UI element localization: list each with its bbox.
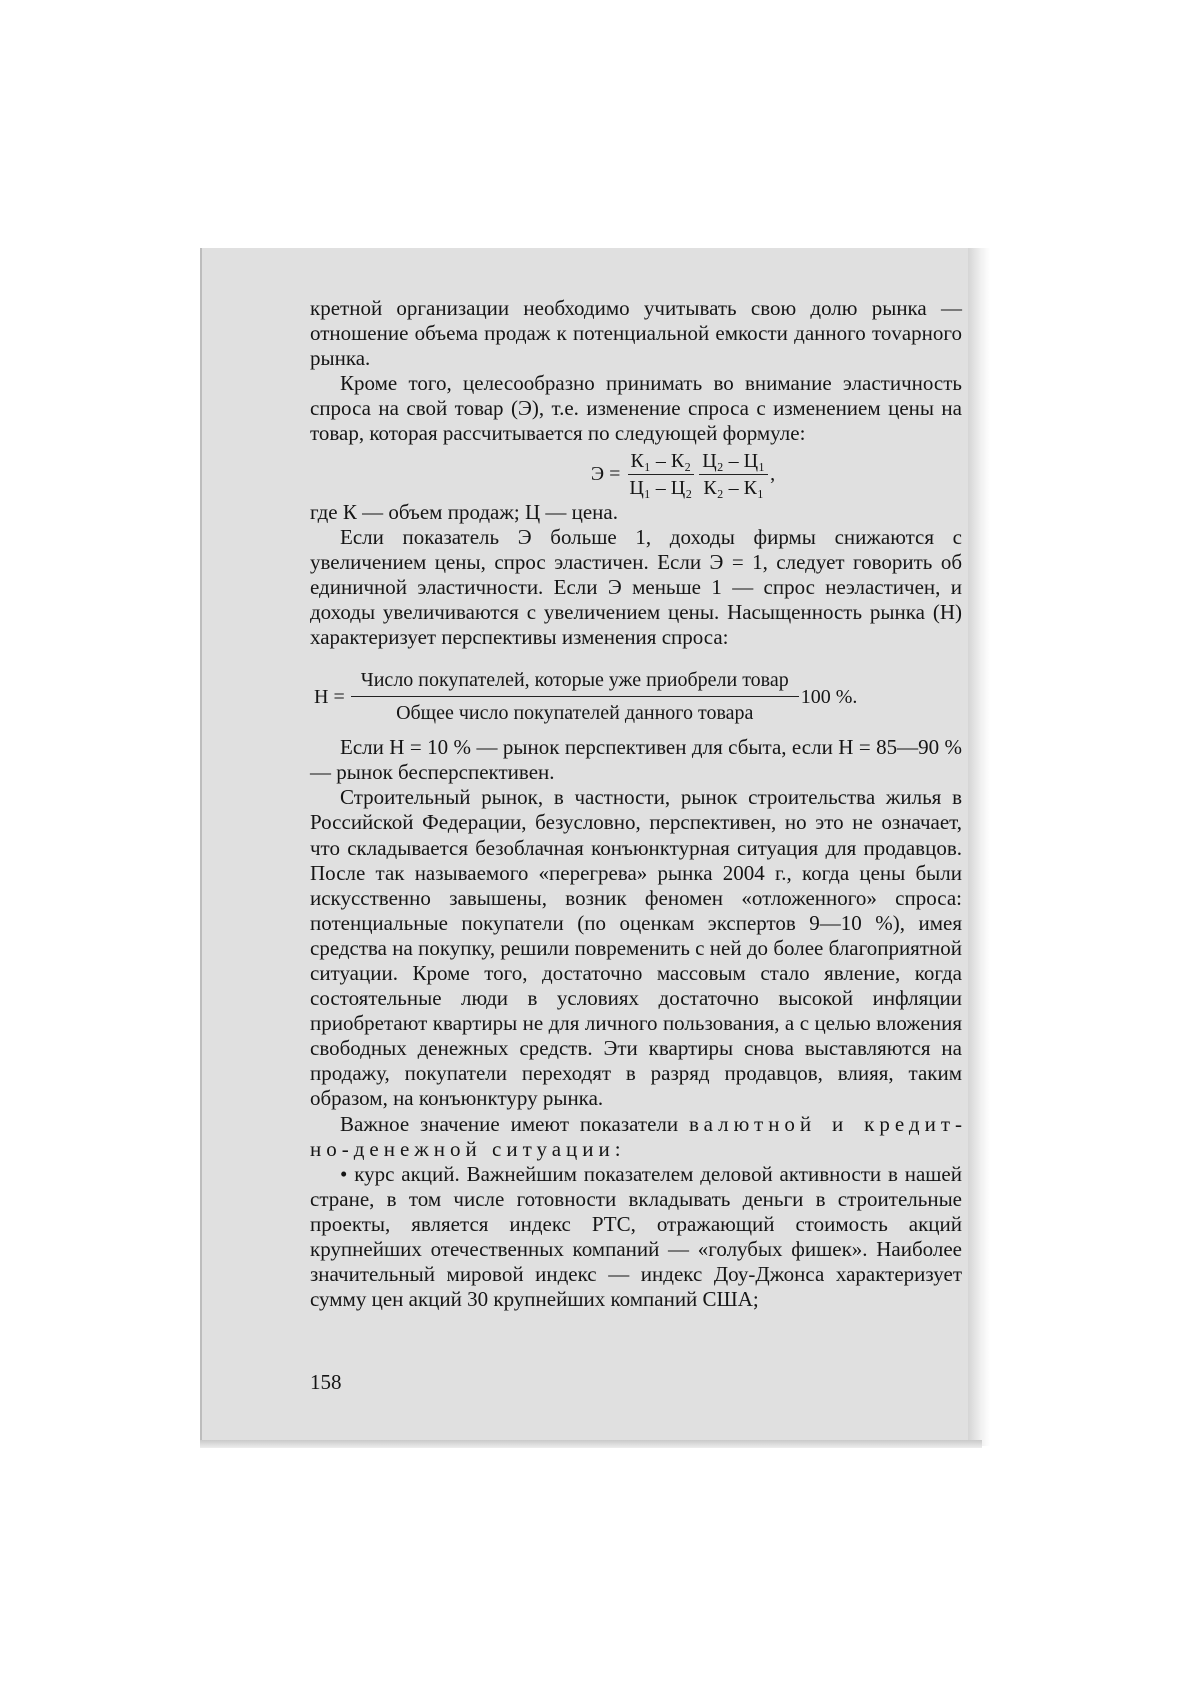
paragraph-3: где К — объем продаж; Ц — цена. (310, 499, 618, 524)
paragraph-7-end: : (614, 1136, 621, 1161)
paragraph-1: кретной организации необходимо учитывать свою долю рынка — отношение объема продаж к потенциальной емкости данного тоvарного рынка. (310, 296, 962, 371)
fraction-denominator: К₂ – К₁ (703, 476, 764, 499)
paragraph-4: Если показатель Э больше 1, доходы фирмы снижаются с увеличением цены, спрос эластичен. Если Э = 1, следует говорить об единичной эластичности. Если Э меньше 1 — спрос неэластичен, и доходы увеличиваются с увеличением цены. Насыщенность рынка (Н) характеризует перспективы изменения спроса: (310, 524, 962, 650)
bullet-stock-prices: • курс акций. Важнейшим показателем деловой активности в нашей стране, в том числе готовности вкладывать деньги в строительные проекты, является индекс РТС, отражающий стоимость акций крупнейших отечественных компаний — «голубых фишек». Наиболее значительный мировой индекс — индекс Доу-Джонса характеризует сумму цен акций 30 крупнейших компаний США; (310, 1161, 962, 1312)
formula-percent: 100 %. (800, 685, 858, 708)
fraction-denominator: Ц₁ – Ц₂ (629, 476, 693, 499)
page-edge-shadow (968, 248, 990, 1446)
paragraph-6: Строительный рынок, в частности, рынок строительства жилья в Российской Федерации, безусловно, перспективен, но это не означает, что складывается безоблачная конъюнктурная ситуация для продавцов. После так называемого «перегрева» рынка 2004 г., когда цены были искусственно завышены, возник феномен «отложенного» спроса: потенциальные покупатели (по оценкам экспертов 9—10 %), имея средства на покупку, решили повременить с ней до более благоприятной ситуации. Кроме того, достаточно массовым стало явление, когда состоятельные люди в условиях достаточно высокой инфляции приобретают квартиры не для личного пользования, а с целью вложения свободных денежных средств. Эти квартиры снова выставляются на продажу, покупатели переходят в разряд продавцов, влияя, таким образом, на конъюнктуру рынка. (310, 785, 962, 1111)
saturation-formula (310, 670, 962, 723)
paragraph-7 (310, 1112, 962, 1162)
paragraph-5: Если Н = 10 % — рынок перспективен для сбыта, если Н = 85—90 % — рынок бесперспективен. (310, 735, 962, 785)
page-text (310, 296, 962, 1312)
paragraph-7-start: Важное значение имеют показатели (340, 1111, 689, 1136)
elasticity-formula (400, 451, 962, 498)
page-bottom-shadow (200, 1440, 982, 1448)
fraction-buyers (351, 670, 799, 723)
fraction-numerator: К₁ – К₂ (628, 451, 695, 475)
formula-comma: , (770, 463, 776, 486)
page-number: 158 (310, 1370, 342, 1394)
paragraph-2: Кроме того, целесообразно принимать во внимание эластичность спроса на свой товар (Э), т.е. изменение спроса с изменением цены на товар, которая рассчитывается по следующей формуле: (310, 371, 962, 446)
fraction-sales (626, 451, 695, 498)
formula-lhs: Э = (590, 463, 621, 486)
spaced-emphasis: валютной и кредитно-денежной ситуации (310, 1111, 962, 1161)
fraction-numerator: Ц₂ – Ц₁ (699, 451, 768, 475)
fraction-price (699, 451, 768, 498)
formula-lhs: Н = (314, 685, 345, 708)
fraction-denominator: Общее число покупателей данного товара (396, 702, 754, 725)
fraction-numerator: Число покупателей, которые уже приобрели товар (351, 670, 799, 697)
